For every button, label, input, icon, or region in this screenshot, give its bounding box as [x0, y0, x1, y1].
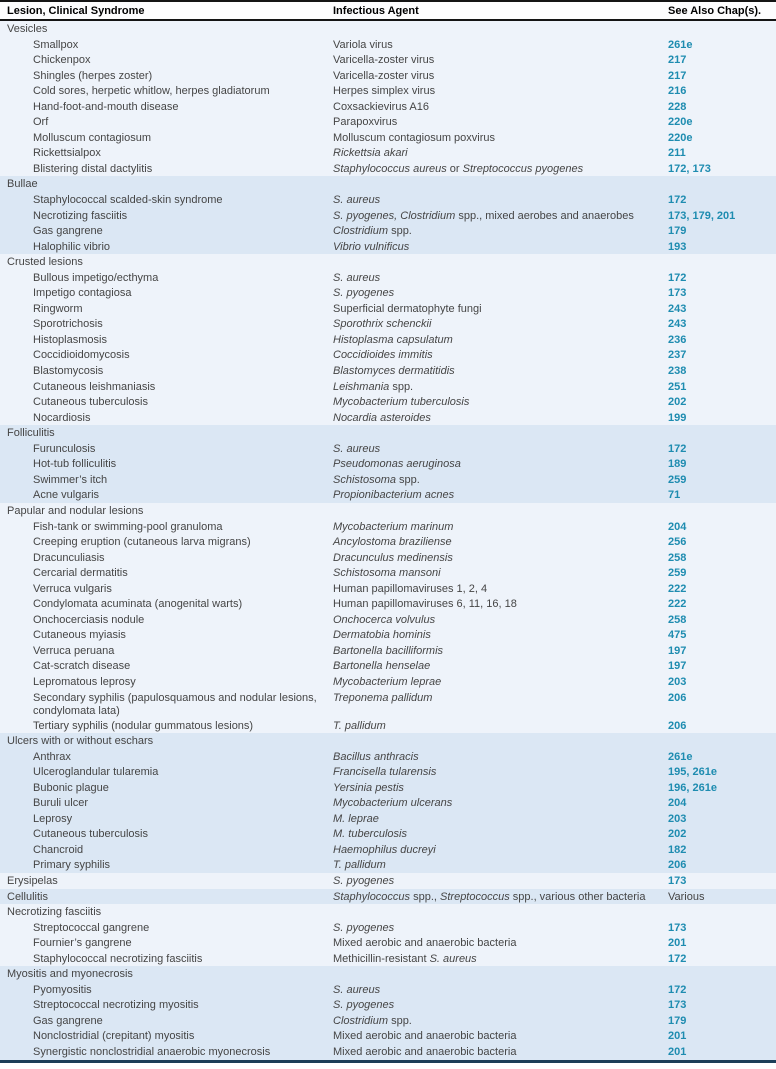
chapter-ref[interactable]: 172 [668, 442, 687, 455]
table-row [0, 161, 776, 177]
chapter-ref[interactable]: 220e [668, 131, 693, 144]
chapter-ref[interactable]: 251 [668, 380, 687, 393]
table-row [0, 192, 776, 208]
chapter-ref[interactable]: 217 [668, 54, 687, 67]
table-row [0, 145, 776, 161]
chapter-ref [668, 176, 776, 178]
agent-cell: T. pallidum [333, 859, 386, 872]
lesion-cell: Nocardiosis [33, 411, 91, 424]
lesion-cell: Bullous impetigo/ecthyma [33, 271, 159, 284]
agent-cell [333, 425, 668, 427]
agent-cell: Varicella-zoster virus [333, 54, 435, 67]
lesion-cell: Blistering distal dactylitis [33, 162, 153, 175]
chapter-ref[interactable]: 228 [668, 100, 687, 113]
section-row [0, 873, 776, 889]
lesion-cell: Furunculosis [33, 442, 96, 455]
agent-cell: Sporothrix schenckii [333, 318, 432, 331]
agent-cell: Onchocerca volvulus [333, 613, 436, 626]
agent-cell: Francisella tularensis [333, 766, 437, 779]
chapter-ref[interactable]: 217 [668, 69, 687, 82]
chapter-ref[interactable]: 189 [668, 458, 687, 471]
chapter-ref[interactable]: 206 [668, 859, 687, 872]
table-row [0, 749, 776, 765]
chapter-ref[interactable]: 204 [668, 797, 687, 810]
chapter-ref[interactable]: 258 [668, 551, 687, 564]
agent-cell [333, 254, 668, 256]
chapter-ref[interactable]: 261e [668, 750, 693, 763]
chapter-ref[interactable]: 193 [668, 240, 687, 253]
chapter-ref[interactable]: 259 [668, 567, 687, 580]
lesion-cell: Halophilic vibrio [33, 240, 111, 253]
chapter-ref[interactable]: 216 [668, 85, 687, 98]
agent-cell: Mycobacterium marinum [333, 520, 454, 533]
section-row [0, 966, 776, 982]
table-row [0, 456, 776, 472]
table-row [0, 1028, 776, 1044]
chapter-ref: Various [668, 890, 705, 903]
chapter-ref [668, 254, 776, 256]
table-row [0, 565, 776, 581]
agent-cell: S. pyogenes [333, 874, 395, 887]
agent-cell: Nocardia asteroides [333, 411, 431, 424]
agent-cell: Pseudomonas aeruginosa [333, 458, 461, 471]
lesion-cell: Condylomata acuminata (anogenital warts) [33, 598, 243, 611]
column-header-agent: Infectious Agent [333, 4, 419, 17]
lesion-cell: Secondary syphilis (papulosquamous and nodular lesions, condylomata lata) [33, 691, 317, 717]
section-row [0, 21, 776, 37]
section-row [0, 733, 776, 749]
table-row [0, 857, 776, 873]
table-row [0, 718, 776, 734]
agent-cell: Mixed aerobic and anaerobic bacteria [333, 937, 517, 950]
table-row [0, 519, 776, 535]
chapter-ref[interactable]: 197 [668, 660, 687, 673]
agent-cell: Schistosoma spp. [333, 473, 420, 486]
chapter-ref[interactable]: 201 [668, 937, 687, 950]
lesion-cell: Tertiary syphilis (nodular gummatous lesions) [33, 719, 254, 732]
section-label: Bullae [7, 178, 38, 191]
agent-cell: Leishmania spp. [333, 380, 414, 393]
agent-cell: Blastomyces dermatitidis [333, 365, 455, 378]
table-row [0, 780, 776, 796]
lesion-cell: Histoplasmosis [33, 333, 107, 346]
chapter-ref[interactable]: 202 [668, 396, 687, 409]
agent-cell: S. pyogenes [333, 287, 395, 300]
agent-cell: S. pyogenes [333, 999, 395, 1012]
chapter-ref[interactable]: 196, 261e [668, 781, 717, 794]
table-row [0, 379, 776, 395]
chapter-ref[interactable]: 179 [668, 225, 687, 238]
table-row [0, 658, 776, 674]
chapter-ref[interactable]: 197 [668, 644, 687, 657]
table-row [0, 472, 776, 488]
table-row [0, 811, 776, 827]
agent-cell: S. aureus [333, 271, 381, 284]
lesion-cell: Gas gangrene [33, 225, 103, 238]
table-row [0, 394, 776, 410]
lesion-cell: Coccidioidomycosis [33, 349, 130, 362]
chapter-ref[interactable]: 203 [668, 675, 687, 688]
chapter-ref[interactable]: 172 [668, 983, 687, 996]
lesion-cell: Blastomycosis [33, 365, 104, 378]
agent-cell: Bartonella bacilliformis [333, 644, 444, 657]
chapter-ref[interactable]: 220e [668, 116, 693, 129]
agent-cell: Bartonella henselae [333, 660, 431, 673]
agent-cell: Herpes simplex virus [333, 85, 436, 98]
agent-cell: T. pallidum [333, 719, 386, 732]
table-row [0, 363, 776, 379]
lesion-cell: Anthrax [33, 750, 71, 763]
lesion-cell: Ringworm [33, 302, 83, 315]
chapter-ref[interactable]: 211 [668, 147, 686, 160]
agent-cell: Dracunculus medinensis [333, 551, 453, 564]
lesion-cell: Pyomyositis [33, 983, 92, 996]
agent-cell: Treponema pallidum [333, 691, 433, 704]
lesion-cell: Chickenpox [33, 54, 91, 67]
table-row [0, 550, 776, 566]
lesion-cell: Nonclostridial (crepitant) myositis [33, 1030, 195, 1043]
agent-cell [333, 176, 668, 178]
chapter-ref [668, 425, 776, 427]
chapter-ref[interactable]: 261e [668, 38, 693, 51]
section-row [0, 889, 776, 905]
chapter-ref [668, 21, 776, 23]
lesion-cell: Molluscum contagiosum [33, 131, 151, 144]
chapter-ref[interactable]: 236 [668, 333, 687, 346]
table-row [0, 223, 776, 239]
lesion-cell: Cutaneous leishmaniasis [33, 380, 156, 393]
chapter-ref[interactable]: 199 [668, 411, 687, 424]
chapter-ref[interactable]: 173 [668, 874, 687, 887]
agent-cell [333, 966, 668, 968]
lesion-cell: Shingles (herpes zoster) [33, 69, 153, 82]
chapter-ref[interactable]: 206 [668, 719, 687, 732]
table-row [0, 208, 776, 224]
table-row [0, 285, 776, 301]
table-row [0, 935, 776, 951]
table-row [0, 37, 776, 53]
lesion-cell: Synergistic nonclostridial anaerobic myonecrosis [33, 1046, 271, 1058]
lesion-cell: Cutaneous myiasis [33, 629, 126, 642]
chapter-ref[interactable]: 259 [668, 473, 687, 486]
section-label: Papular and nodular lesions [7, 504, 144, 517]
table-body [0, 21, 776, 1060]
lesion-cell: Buruli ulcer [33, 797, 89, 810]
chapter-ref[interactable]: 238 [668, 365, 687, 378]
lesion-cell: Cat-scratch disease [33, 660, 131, 673]
chapter-ref[interactable]: 172 [668, 952, 687, 965]
agent-cell [333, 21, 668, 23]
chapter-ref[interactable]: 173 [668, 999, 687, 1012]
column-header-lesion: Lesion, Clinical Syndrome [7, 4, 145, 17]
lesion-cell: Fournier’s gangrene [33, 937, 132, 950]
chapter-ref[interactable]: 173 [668, 921, 687, 934]
table-row [0, 674, 776, 690]
agent-cell: Varicella-zoster virus [333, 69, 435, 82]
agent-cell: M. leprae [333, 812, 379, 825]
section-row [0, 503, 776, 519]
table-row [0, 997, 776, 1013]
chapter-ref[interactable]: 172 [668, 271, 687, 284]
table-row [0, 52, 776, 68]
chapter-ref[interactable]: 237 [668, 349, 687, 362]
lesion-cell: Primary syphilis [33, 859, 111, 872]
agent-cell: Mixed aerobic and anaerobic bacteria [333, 1030, 517, 1043]
chapter-ref[interactable]: 204 [668, 520, 687, 533]
lesion-cell: Hand-foot-and-mouth disease [33, 100, 179, 113]
table-row [0, 581, 776, 597]
lesion-cell: Staphylococcal necrotizing fasciitis [33, 952, 203, 965]
section-label: Vesicles [7, 23, 48, 35]
lesion-cell: Cold sores, herpetic whitlow, herpes gladiatorum [33, 85, 270, 98]
agent-cell: Rickettsia akari [333, 147, 408, 160]
table-row [0, 68, 776, 84]
chapter-ref[interactable]: 222 [668, 582, 687, 595]
agent-cell: Variola virus [333, 38, 393, 51]
chapter-ref[interactable]: 203 [668, 812, 687, 825]
table-row [0, 130, 776, 146]
lesion-cell: Orf [33, 116, 49, 129]
table-row [0, 534, 776, 550]
agent-cell: Staphylococcus aureus or Streptococcus pyogenes [333, 162, 584, 175]
chapter-ref[interactable]: 475 [668, 629, 687, 642]
chapter-ref[interactable]: 182 [668, 843, 687, 856]
agent-cell: Ancylostoma braziliense [333, 536, 452, 549]
table-row [0, 764, 776, 780]
section-row [0, 254, 776, 270]
lesion-cell: Staphylococcal scalded-skin syndrome [33, 194, 223, 207]
chapter-ref[interactable]: 172 [668, 194, 687, 207]
agent-cell: Molluscum contagiosum poxvirus [333, 131, 496, 144]
agent-cell: Parapoxvirus [333, 116, 398, 129]
chapter-ref[interactable]: 71 [668, 489, 681, 502]
agent-cell: Mixed aerobic and anaerobic bacteria [333, 1046, 517, 1058]
agent-cell: Clostridium spp. [333, 1014, 412, 1027]
section-label: Crusted lesions [7, 256, 83, 269]
lesion-cell: Sporotrichosis [33, 318, 103, 331]
table-row [0, 1013, 776, 1029]
table-row [0, 596, 776, 612]
agent-cell: S. pyogenes, Clostridium spp., mixed aerobes and anaerobes [333, 209, 634, 222]
chapter-ref [668, 966, 776, 968]
section-label: Erysipelas [7, 874, 58, 887]
table-row [0, 99, 776, 115]
lesion-cell: Streptococcal gangrene [33, 921, 150, 934]
chapter-ref[interactable]: 179 [668, 1014, 687, 1027]
agent-cell: S. pyogenes [333, 921, 395, 934]
lesion-cell: Cutaneous tuberculosis [33, 828, 148, 841]
section-row [0, 904, 776, 920]
lesion-cell: Chancroid [33, 843, 84, 856]
table-row [0, 627, 776, 643]
lesion-cell: Leprosy [33, 812, 73, 825]
chapter-ref[interactable]: 172, 173 [668, 162, 711, 175]
lesion-cell: Fish-tank or swimming-pool granuloma [33, 520, 223, 533]
chapter-ref[interactable]: 195, 261e [668, 766, 717, 779]
agent-cell [333, 733, 668, 735]
lesion-cell: Cutaneous tuberculosis [33, 396, 148, 409]
table-row [0, 1044, 776, 1060]
section-label: Ulcers with or without eschars [7, 735, 154, 748]
agent-cell: Human papillomaviruses 6, 11, 16, 18 [333, 598, 517, 611]
chapter-ref[interactable]: 256 [668, 536, 687, 549]
agent-cell: S. aureus [333, 442, 381, 455]
lesion-cell: Streptococcal necrotizing myositis [33, 999, 199, 1012]
lesion-cell: Bubonic plague [33, 781, 109, 794]
chapter-ref[interactable]: 243 [668, 302, 687, 315]
table-row [0, 316, 776, 332]
lesion-cell: Creeping eruption (cutaneous larva migrans) [33, 536, 251, 549]
chapter-ref[interactable]: 173 [668, 287, 687, 300]
table-row [0, 239, 776, 255]
lesion-cell: Lepromatous leprosy [33, 675, 136, 688]
agent-cell [333, 503, 668, 505]
section-label: Necrotizing fasciitis [7, 906, 102, 919]
chapter-ref [668, 503, 776, 505]
agent-cell: Methicillin-resistant S. aureus [333, 952, 477, 965]
agent-cell: Vibrio vulnificus [333, 240, 410, 253]
table-row [0, 332, 776, 348]
lesion-cell: Rickettsialpox [33, 147, 101, 160]
agent-cell [333, 904, 668, 906]
table-row [0, 951, 776, 967]
section-row [0, 176, 776, 192]
table-row [0, 982, 776, 998]
agent-cell: Coxsackievirus A16 [333, 100, 429, 113]
table-row [0, 270, 776, 286]
chapter-ref[interactable]: 206 [668, 691, 687, 704]
table-header-row [0, 0, 776, 21]
agent-cell: Schistosoma mansoni [333, 567, 441, 580]
chapter-ref[interactable]: 173, 179, 201 [668, 209, 736, 222]
table-row [0, 347, 776, 363]
agent-cell: Clostridium spp. [333, 225, 412, 238]
lesion-cell: Cercarial dermatitis [33, 567, 128, 580]
agent-cell: Coccidioides immitis [333, 349, 433, 362]
agent-cell: S. aureus [333, 983, 381, 996]
chapter-ref[interactable]: 202 [668, 828, 687, 841]
column-header-chapters: See Also Chap(s). [668, 4, 762, 17]
table-row [0, 83, 776, 99]
agent-cell: Histoplasma capsulatum [333, 333, 453, 346]
chapter-ref[interactable]: 258 [668, 613, 687, 626]
agent-cell: Dermatobia hominis [333, 629, 431, 642]
lesion-cell: Hot-tub folliculitis [33, 458, 117, 471]
agent-cell: Human papillomaviruses 1, 2, 4 [333, 582, 488, 595]
agent-cell: Haemophilus ducreyi [333, 843, 436, 856]
agent-cell: Mycobacterium leprae [333, 675, 442, 688]
agent-cell: M. tuberculosis [333, 828, 407, 841]
section-row [0, 425, 776, 441]
table-row [0, 114, 776, 130]
table-row [0, 795, 776, 811]
agent-cell: Yersinia pestis [333, 781, 404, 794]
table-row [0, 690, 776, 718]
table-row [0, 920, 776, 936]
lesion-cell: Onchocerciasis nodule [33, 613, 145, 626]
table-row [0, 487, 776, 503]
section-label: Cellulitis [7, 890, 48, 903]
chapter-ref[interactable]: 201 [668, 1046, 687, 1058]
table-row [0, 410, 776, 426]
table-row [0, 301, 776, 317]
table-row [0, 612, 776, 628]
chapter-ref [668, 733, 776, 735]
agent-cell: Propionibacterium acnes [333, 489, 455, 502]
chapter-ref [668, 904, 776, 906]
agent-cell: Superficial dermatophyte fungi [333, 302, 482, 315]
lesion-cell: Necrotizing fasciitis [33, 209, 128, 222]
lesion-cell: Dracunculiasis [33, 551, 105, 564]
chapter-ref[interactable]: 222 [668, 598, 687, 611]
agent-cell: Mycobacterium ulcerans [333, 797, 453, 810]
agent-cell: Staphylococcus spp., Streptococcus spp., various other bacteria [333, 890, 646, 903]
agent-cell: S. aureus [333, 194, 381, 207]
table-row [0, 826, 776, 842]
lesion-cell: Ulceroglandular tularemia [33, 766, 159, 779]
agent-cell: Bacillus anthracis [333, 750, 419, 763]
chapter-ref[interactable]: 201 [668, 1030, 687, 1043]
section-label: Folliculitis [7, 427, 55, 440]
section-label: Myositis and myonecrosis [7, 968, 133, 981]
agent-cell: Mycobacterium tuberculosis [333, 396, 470, 409]
table-row [0, 441, 776, 457]
lesion-cell: Gas gangrene [33, 1014, 103, 1027]
lesion-cell: Acne vulgaris [33, 489, 100, 502]
lesion-cell: Smallpox [33, 38, 79, 51]
chapter-ref[interactable]: 243 [668, 318, 687, 331]
lesion-cell: Verruca peruana [33, 644, 115, 657]
table-row [0, 842, 776, 858]
table-row [0, 643, 776, 659]
lesion-cell: Swimmer’s itch [33, 473, 108, 486]
lesion-cell: Verruca vulgaris [33, 582, 112, 595]
lesion-cell: Impetigo contagiosa [33, 287, 132, 300]
